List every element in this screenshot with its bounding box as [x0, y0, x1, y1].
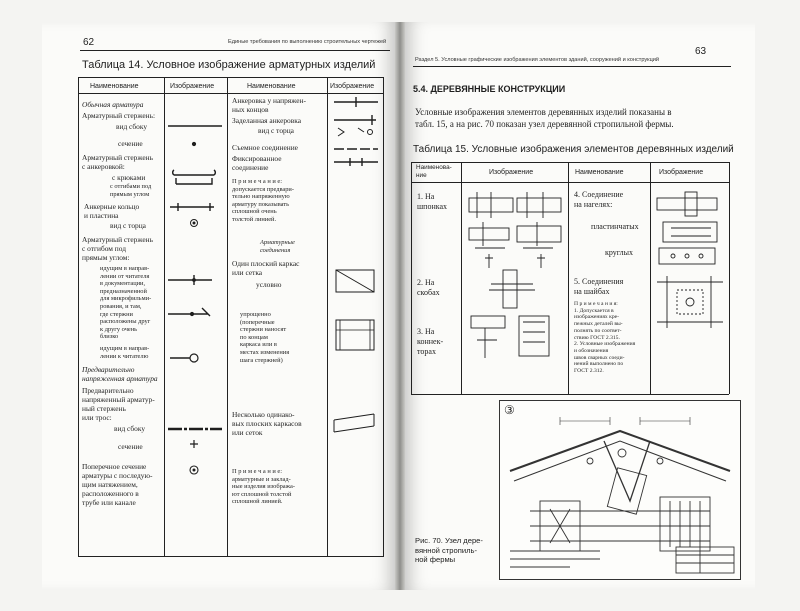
item-1-dowels: 1. На шпонках [417, 192, 448, 211]
embedded-anchor-label: Заделанная анкеровка [232, 116, 301, 125]
right-page [405, 22, 755, 590]
header-name-1: Наименование [90, 83, 139, 90]
removable-joint-label: Съемное соединение [232, 143, 298, 152]
header-name-2: Наименование [247, 83, 296, 90]
t15-header-name-1: Наименова- ние [416, 164, 452, 179]
figure-70-caption: Рис. 70. Узел дере- вянной стропиль- ной фермы [415, 536, 483, 564]
table-15-note: П р и м е ч а н и я: 1. Допускается в изображениях кре- пежных деталей вы- полнять по соответ- ствию ГОСТ 2.315. 2. Условные изображения и обозначения швов сварных соеди- нений выполнено по ГОСТ 2.312. [574, 301, 636, 375]
conditional-label: условно [256, 280, 282, 289]
several-frames-label: Несколько одинако- вых плоских каркасов или сеток [232, 410, 302, 437]
rebar-rod-label: Арматурный стержень: [82, 111, 156, 120]
header-image-2: Изображение [330, 83, 375, 90]
anchorage-label: Анкеровка у напряжен- ных концов [232, 96, 306, 114]
simplified-label: упрощенно (поперечные стержни наносят по концам каркаса или в местах изменения шага стержней) [240, 311, 290, 364]
rod-anchor-label: Арматурный стержень с анкеровкой: [82, 153, 153, 171]
t15-header-image-2: Изображение [659, 169, 704, 176]
section-ordinary-rebar: Обычная арматура [82, 100, 144, 109]
mesh-simplified-symbol [336, 320, 374, 350]
mesh-label: Один плоский каркас или сетка [232, 259, 300, 277]
side-view-label: вид сбоку [116, 122, 148, 131]
dowel-joint-drawings [469, 192, 561, 268]
washer-joint-drawing [657, 276, 723, 328]
left-page [42, 22, 395, 590]
t15-header-image-1: Изображение [489, 169, 534, 176]
table-14-title: Таблица 14. Условное изображение арматурных изделий [82, 59, 376, 71]
intro-paragraph: Условные изображения элементов деревянных изделий показаны в табл. 15, а на рис. 70 показан узел деревянной стропильной фермы. [415, 107, 674, 129]
item-4-nails: 4. Соединение на нагелях: [574, 190, 624, 209]
rebar-symbols-col4 [42, 22, 395, 590]
anchorage-symbol [334, 97, 378, 107]
item-3-connectors: 3. На коннек- торах [417, 327, 444, 356]
end-view-label-2: вид с торца [258, 126, 294, 135]
staple-joint-drawings [471, 270, 549, 358]
mesh-simplified-bars [336, 320, 374, 350]
header-image-1: Изображение [170, 83, 215, 90]
book-gutter [395, 22, 405, 590]
rod-bend-label: Арматурный стержень с отгибом под прямым углом: [82, 235, 153, 262]
section-rebar-joints: Арматурные соединения [260, 239, 295, 254]
fixed-joint-label: Фиксированное соединение [232, 154, 282, 172]
page-number-right: 63 [695, 46, 707, 57]
hooks-label: с крюками [112, 173, 146, 182]
section-prestressed: Предварительно напряженная арматура [82, 365, 158, 383]
side-view-label-2: вид сбоку [114, 424, 146, 433]
embedded-end-symbol [338, 128, 364, 136]
truss-node-drawing [500, 401, 740, 579]
section-title: 5.4. ДЕРЕВЯННЫЕ КОНСТРУКЦИИ [413, 84, 566, 94]
note-2: П р и м е ч а н и е: арматурные и заклад- ные изделия изобража- ют сплошной толстой сплошной линией. [232, 468, 295, 506]
plate-nails-label: пластинчатых [591, 222, 639, 231]
note-1: П р и м е ч а н и е: допускается предвари- тельно напряженную арматуру показывать сплошной очень толстой линией. [232, 178, 294, 223]
page-number-left: 62 [83, 37, 95, 48]
fixed-joint-symbol [334, 158, 378, 166]
item-5-washers: 5. Соединения на шайбах [574, 277, 624, 296]
running-head-left: Единые требования по выполнению строительных чертежей [228, 39, 387, 45]
going-away-label: идущим в направ- лении от читателя в документации, предназначенной для микрофильми- рования, и там, где стержни расположены друг к другу очень близко [100, 265, 152, 341]
embedded-anchor-symbol [334, 115, 376, 125]
figure-70-drawing [499, 400, 741, 580]
prestressed-rod-label: Предварительно напряженный арматур- ный стержень или трос: [82, 386, 155, 422]
running-head-right: Раздел 5. Условные графические изображения элементов зданий, сооружений и конструкций [415, 57, 660, 63]
bends-label: с отгибами под прямым углом [110, 183, 152, 198]
toward-reader-label: идущим в направ- лении к читателю [100, 345, 150, 360]
table-15-title: Таблица 15. Условные изображения элементов деревянных изделий [413, 144, 734, 155]
mesh-diagonal [336, 270, 374, 292]
end-view-label: вид с торца [110, 221, 146, 230]
figure-detail-label: ③ [504, 403, 515, 417]
anchor-ring-label: Анкерные кольцо и пластина [84, 202, 140, 220]
cross-section-label: Поперечное сечение арматуры с последую- щим натяжением, расположенного в трубе или канале [82, 462, 153, 507]
nail-joint-drawings [657, 192, 717, 264]
section-label: сечение [118, 139, 143, 148]
end-view-circle [368, 130, 373, 135]
round-nails-label: круглых [605, 248, 634, 257]
several-frames-symbol [334, 414, 374, 432]
section-label-2: сечение [118, 442, 143, 451]
item-2-staples: 2. На скобах [417, 278, 440, 297]
t15-header-name-2: Наименование [575, 169, 624, 176]
